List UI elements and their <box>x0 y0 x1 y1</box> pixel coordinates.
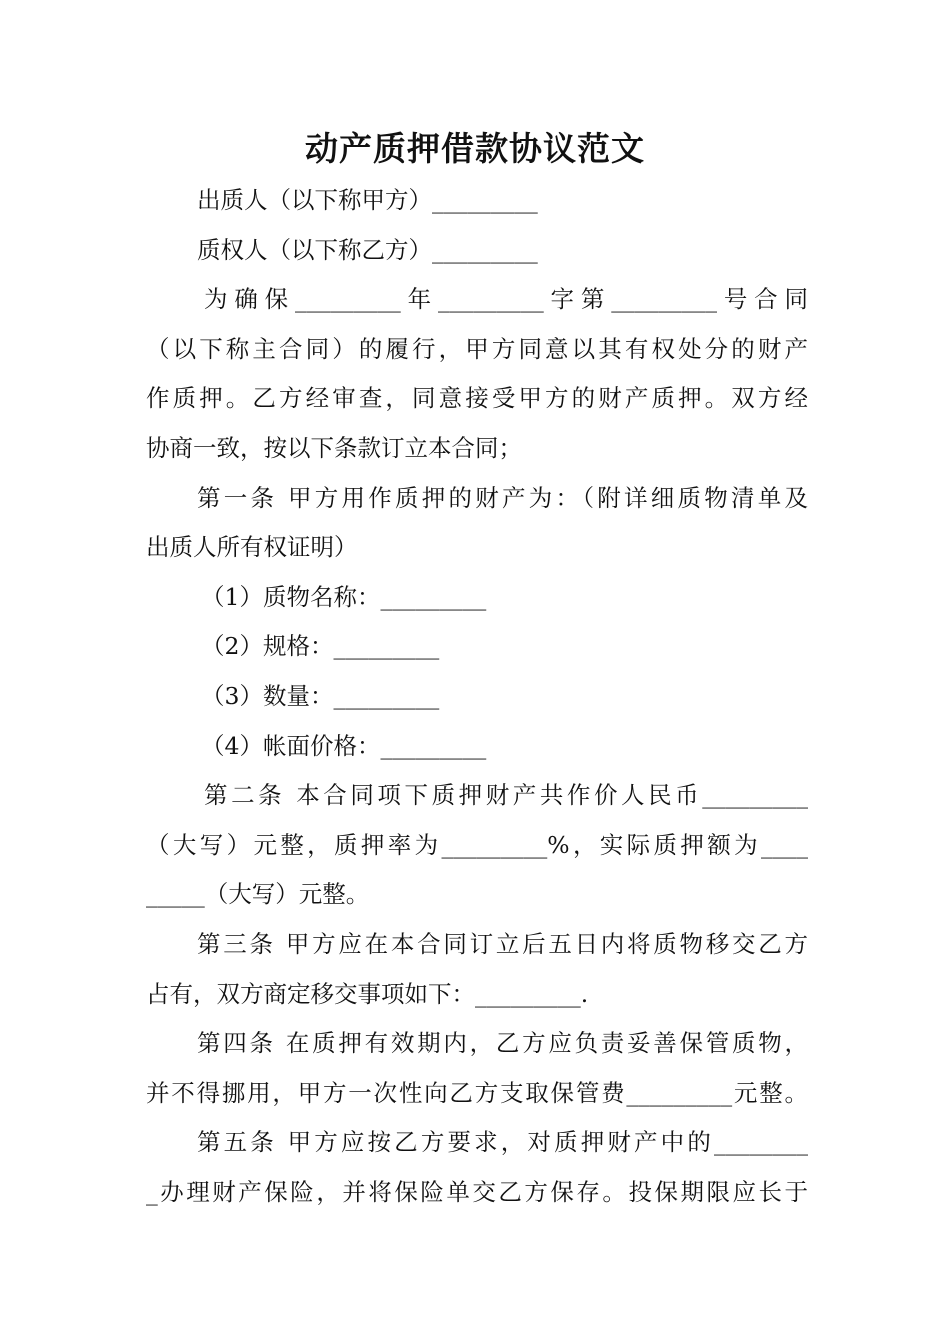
article-5-line: 第五条 甲方应按乙方要求，对质押财产中的________ <box>197 1128 808 1157</box>
list-item: （2）规格：_________ <box>201 632 440 661</box>
article-4-line: 第四条 在质押有效期内，乙方应负责妥善保管质物， <box>197 1029 808 1058</box>
document-title: 动产质押借款协议范文 <box>305 129 645 168</box>
paragraph-line: 为确保_________年_________字第_________号合同 <box>204 285 808 314</box>
pledgor-line: 出质人（以下称甲方）_________ <box>197 186 538 214</box>
list-item: （4）帐面价格：_________ <box>201 731 487 760</box>
paragraph-line: 作质押。乙方经审查，同意接受甲方的财产质押。双方经 <box>146 384 808 413</box>
article-2-line: _____（大写）元整。 <box>146 880 370 909</box>
article-2-line: （大写）元整，质押率为_________%，实际质押额为____ <box>146 830 808 859</box>
list-item: （1）质物名称：_________ <box>201 582 487 611</box>
article-1-line: 第一条 甲方用作质押的财产为：（附详细质物清单及 <box>197 483 808 512</box>
list-item: （3）数量：_________ <box>201 681 440 710</box>
paragraph-line: 协商一致，按以下条款订立本合同； <box>146 433 522 462</box>
article-4-line: 并不得挪用，甲方一次性向乙方支取保管费_________元整。 <box>146 1078 808 1107</box>
article-3-line: 第三条 甲方应在本合同订立后五日内将质物移交乙方 <box>197 929 808 958</box>
article-3-line: 占有，双方商定移交事项如下：_________. <box>146 979 589 1008</box>
article-2-line: 第二条 本合同项下质押财产共作价人民币_________ <box>204 781 808 810</box>
paragraph-line: （以下称主合同）的履行，甲方同意以其有权处分的财产 <box>146 334 808 363</box>
document-body <box>146 176 808 1217</box>
article-5-line: _办理财产保险，并将保险单交乙方保存。投保期限应长于 <box>146 1177 808 1206</box>
article-1-line: 出质人所有权证明） <box>146 533 358 562</box>
pledgee-line: 质权人（以下称乙方）_________ <box>197 235 538 264</box>
